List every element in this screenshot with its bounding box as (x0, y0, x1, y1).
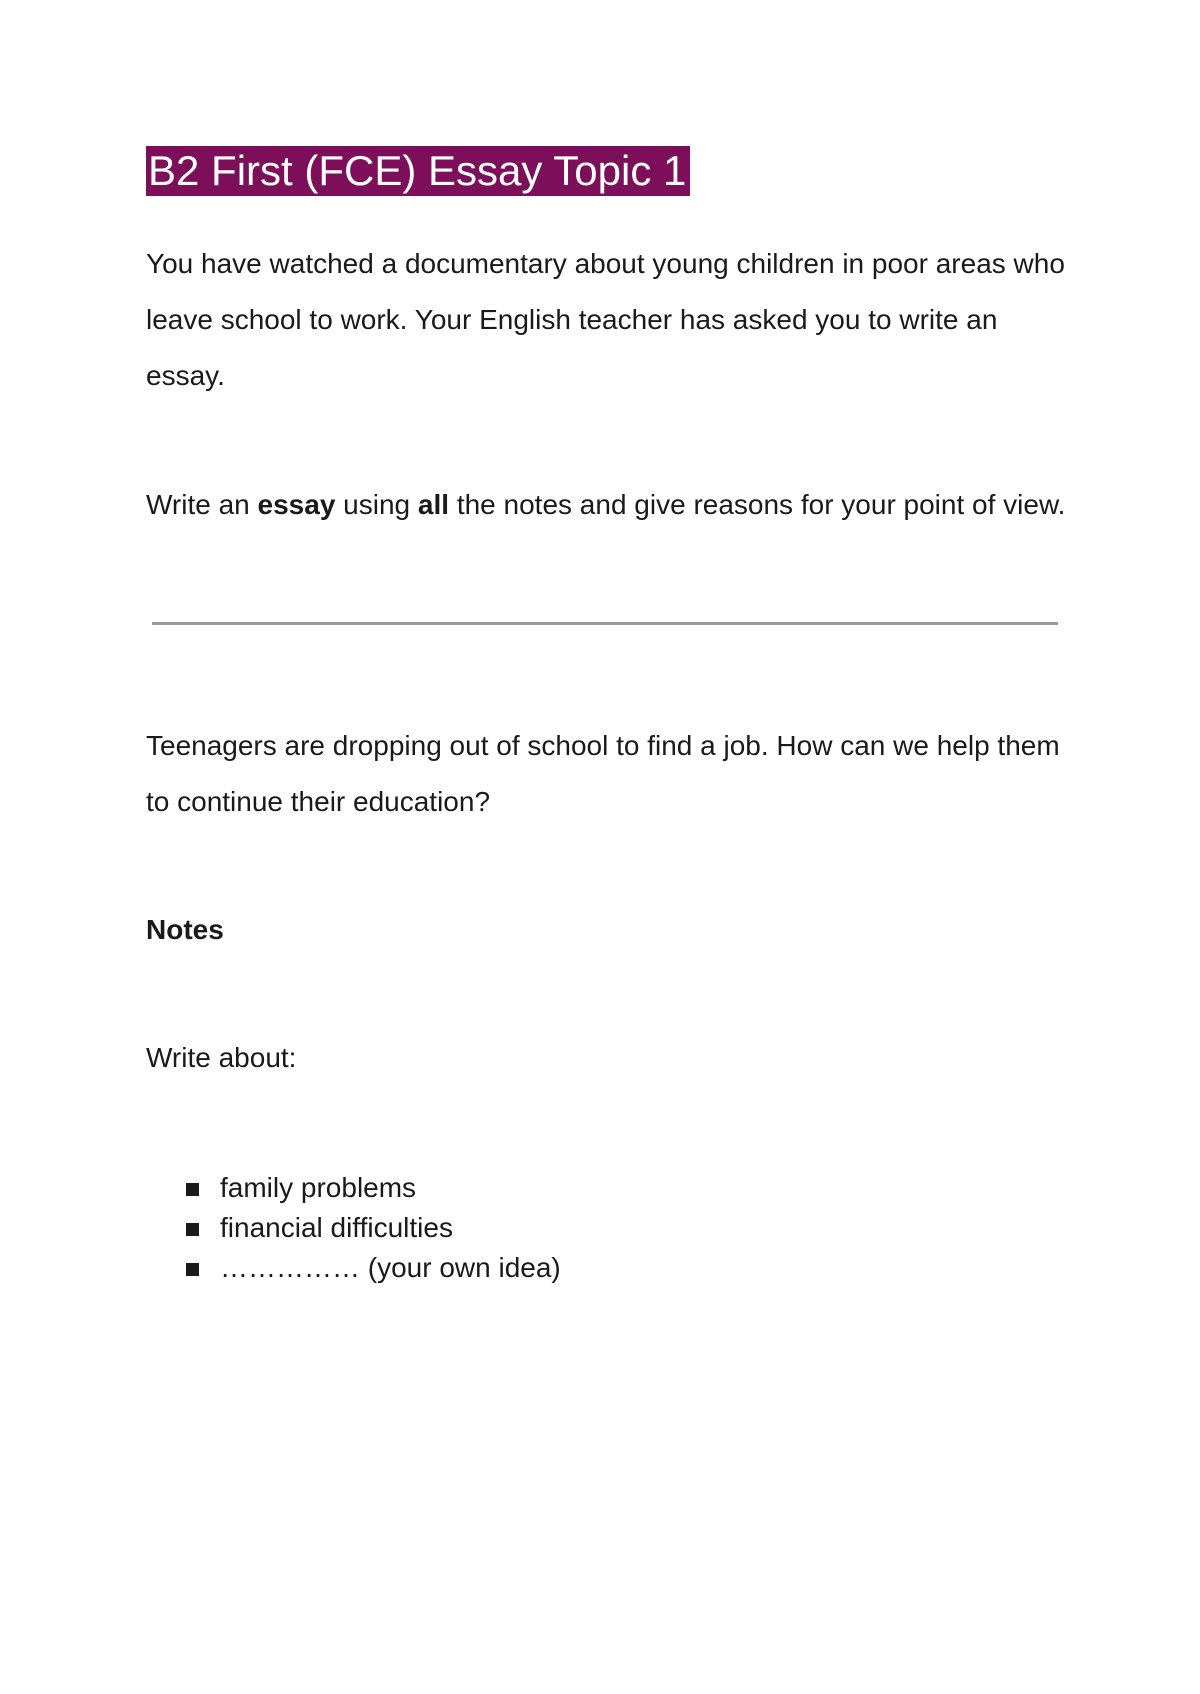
instruction-text-3: the notes and give reasons for your point of view. (449, 489, 1066, 520)
square-bullet-icon (186, 1263, 199, 1276)
notes-list (184, 1168, 561, 1288)
essay-question: Teenagers are dropping out of school to find a job. How can we help them to continue their education? (146, 730, 1060, 817)
list-item (184, 1168, 561, 1208)
square-bullet-icon (186, 1183, 199, 1196)
instruction-bold-essay: essay (257, 489, 336, 520)
write-about-label: Write about: (146, 1042, 297, 1073)
horizontal-divider (152, 622, 1058, 625)
list-item (184, 1208, 561, 1248)
intro-paragraph: You have watched a documentary about young children in poor areas who leave school to work. Your English teacher has asked you to write an essay. (146, 248, 1065, 391)
list-item-label: family problems (220, 1172, 417, 1203)
list-item (184, 1248, 561, 1288)
list-item-label: …………… (your own idea) (220, 1252, 561, 1283)
instruction-text-1: Write an (146, 489, 258, 520)
instruction-text-2: using (335, 489, 418, 520)
list-item-label: financial difficulties (220, 1212, 453, 1243)
notes-heading: Notes (146, 914, 224, 945)
instruction-bold-all: all (417, 489, 450, 520)
square-bullet-icon (186, 1223, 199, 1236)
page-title: B2 First (FCE) Essay Topic 1 (146, 146, 690, 196)
instruction-paragraph (146, 477, 1066, 533)
